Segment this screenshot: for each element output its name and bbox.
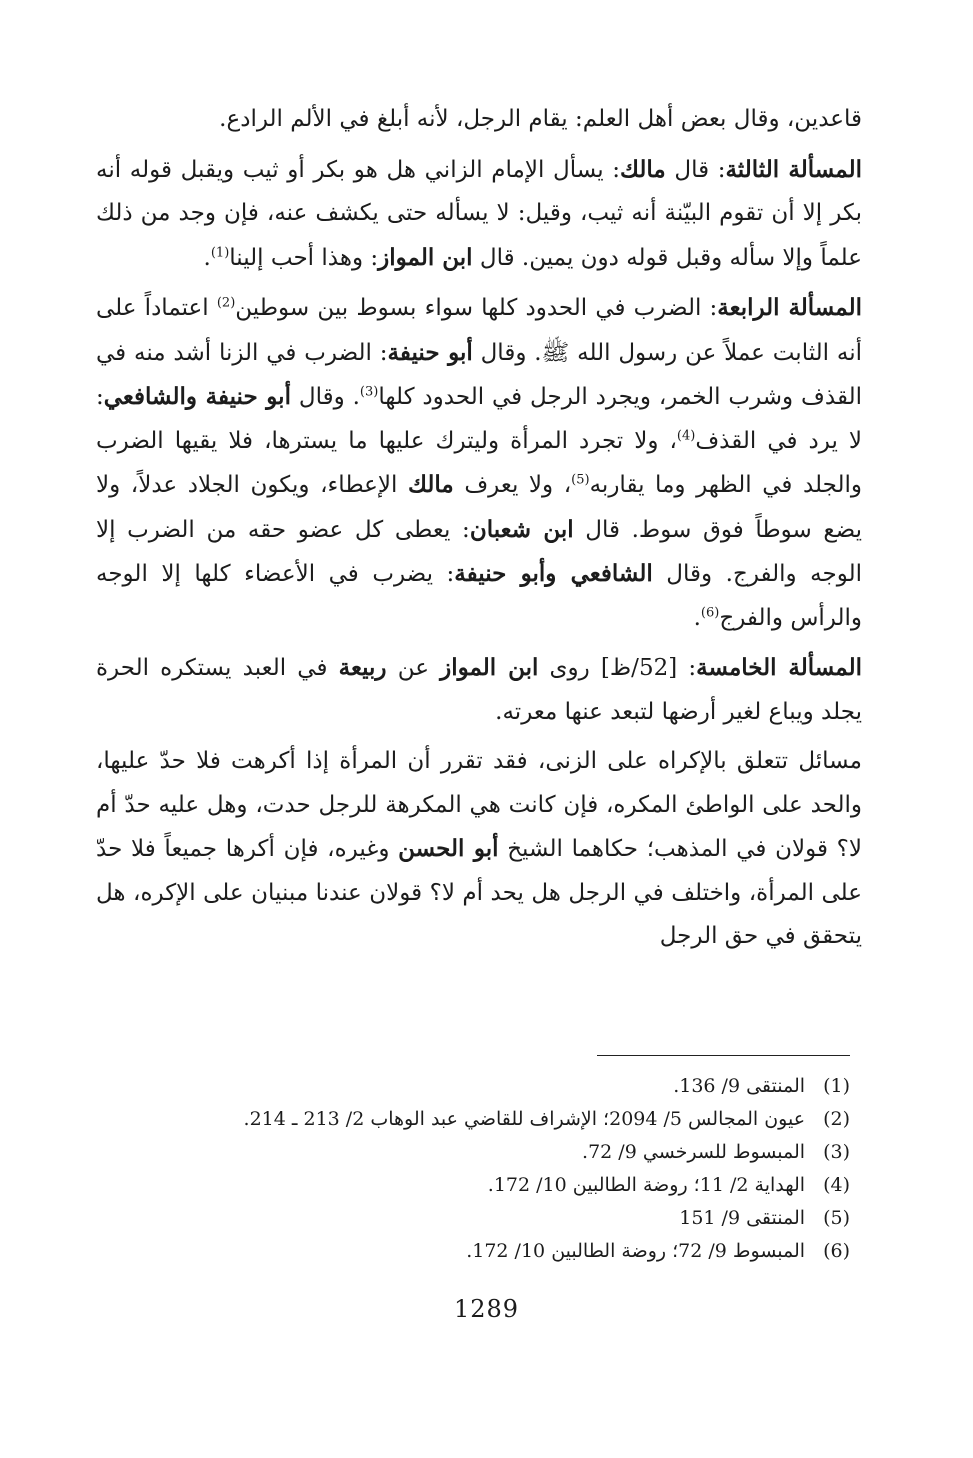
footnote-number: (2) (823, 1108, 850, 1130)
text-run: ، ولا يعرف (453, 472, 572, 498)
text-run: : وهذا أحب إلينا (229, 244, 379, 271)
footnote-number: (3) (823, 1141, 850, 1163)
text-run: عن (386, 655, 441, 681)
text-run: : يعطى كل عضو حقه من الضرب إلا الوجه والفرج. وقال (96, 516, 863, 587)
footnote-ref: (4) (676, 427, 696, 443)
footnote-1 (120, 1070, 850, 1103)
bold-term: المسألة الرابعة (717, 294, 862, 321)
footnote-4 (120, 1169, 850, 1202)
text-run: : الضرب في الزنا أشد منه في القذف وشرب الخمر، ويجرد الرجل في الحدود كلها (96, 339, 862, 410)
text-run: اعتماداً على أنه الثابت عملاً عن رسول الله ﷺ. وقال (96, 295, 862, 366)
bold-term: ربيعة (338, 654, 387, 681)
bold-term: أبو حنيفة والشافعي (103, 383, 291, 410)
page-number: 1289 (453, 1295, 520, 1323)
text-run: : لا يرد في القذف (96, 384, 862, 454)
footnote-text: الهداية 2/ 11؛ روضة الطالبين 10/ 172. (487, 1174, 806, 1196)
footnotes (120, 1070, 850, 1268)
bold-term: ابن شعبان (469, 515, 574, 543)
footnote-number: (1) (823, 1075, 850, 1097)
text-run: : يضرب في الأعضاء كلها إلا الوجه والرأس والفرج (96, 561, 862, 631)
footnote-6 (120, 1235, 850, 1268)
bold-term: ابن المواز (440, 654, 539, 681)
paragraph-2 (96, 148, 862, 281)
paragraph-4 (96, 646, 862, 734)
paragraph-1 (96, 98, 862, 142)
footnote-number: (6) (823, 1240, 850, 1262)
text-run: في العبد يستكره الحرة يجلد ويباع لغير أرضها لتبعد عنها معرته. (96, 655, 862, 725)
footnote-number: (4) (823, 1174, 850, 1196)
bold-term: أبو الحسن (398, 835, 499, 862)
bold-term: أبو حنيفة (387, 338, 473, 366)
text-run: . (203, 244, 211, 271)
paragraph-3 (96, 286, 862, 640)
footnote-ref: (5) (571, 472, 590, 488)
bold-term: المسألة الثالثة (725, 155, 862, 183)
footnote-text: المبسوط 9/ 72؛ روضة الطالبين 10/ 172. (466, 1240, 806, 1262)
footnote-ref: (6) (700, 604, 720, 620)
text-run: وغيره، فإن أكرها جميعاً فلا حدّ على المرأة، واختلف في الرجل هل يحد أم لا؟ قولان عندنا مبنيان على الإكره، هل يتحقق في حق الرجل (96, 836, 862, 949)
bold-term: ابن المواز (378, 243, 473, 271)
footnote-2 (120, 1103, 850, 1136)
footnote-ref: (3) (359, 384, 379, 400)
footnote-3 (120, 1136, 850, 1169)
text-run: : قال (665, 156, 726, 183)
footnote-text: المنتقى 9/ 136. (673, 1075, 806, 1097)
bold-term: مالك (620, 155, 666, 183)
text-run: . وقال (290, 384, 360, 410)
main-text (96, 98, 862, 965)
text-run: مسائل تتعلق بالإكراه على الزنى، فقد تقرر أن المرأة إذا أكرهت فلا حدّ عليها، والحد على الواطئ المكره، فإن كانت هي المكرهة للرجل حدت، وهل عليه حدّ أم لا؟ قولان في المذهب؛ حكاهما الشيخ (96, 748, 862, 862)
text-run: . (693, 604, 701, 631)
text-run: : [52/ظ] روى (538, 655, 697, 681)
paragraph-5 (96, 740, 862, 959)
bold-term: الشافعي وأبو حنيفة (454, 560, 653, 587)
text-run: : يسأل الإمام الزاني هل هو بكر أو ثيب ويقبل قوله أنه بكر إلا أن تقوم البيّنة أنه ثيب، وقيل: لا يسأله حتى يكشف عنه، فإن وجد من ذلك علماً وإلا سأله وقبل قوله دون يمين. قال (96, 156, 862, 271)
footnote-separator (597, 1055, 850, 1056)
footnote-ref: (1) (210, 244, 230, 260)
text-run: الإعطاء، ويكون الجلاد عدلاً، ولا يضع سوطاً فوق سوط. قال (96, 472, 863, 543)
footnote-number: (5) (823, 1207, 850, 1229)
footnote-ref: (2) (216, 295, 236, 311)
footnote-text: عيون المجالس 5/ 2094؛ الإشراف للقاضي عبد الوهاب 2/ 213 ـ 214. (243, 1108, 806, 1130)
text-run: ، ولا تجرد المرأة وليترك عليها ما يسترها، فلا يقيها الضرب والجلد في الظهر وما يقاربه (96, 427, 862, 498)
bold-term: المسألة الخامسة (696, 654, 862, 681)
footnote-5 (120, 1202, 850, 1235)
footnote-text: المنتقى 9/ 151 (679, 1207, 806, 1229)
text-run: قاعدين، وقال بعض أهل العلم: يقام الرجل، لأنه أبلغ في الألم الرادع. (219, 106, 862, 132)
bold-term: مالك (408, 471, 454, 498)
text-run: : الضرب في الحدود كلها سواء بسوط بين سوطين (235, 295, 718, 321)
footnote-text: المبسوط للسرخسي 9/ 72. (582, 1141, 806, 1163)
